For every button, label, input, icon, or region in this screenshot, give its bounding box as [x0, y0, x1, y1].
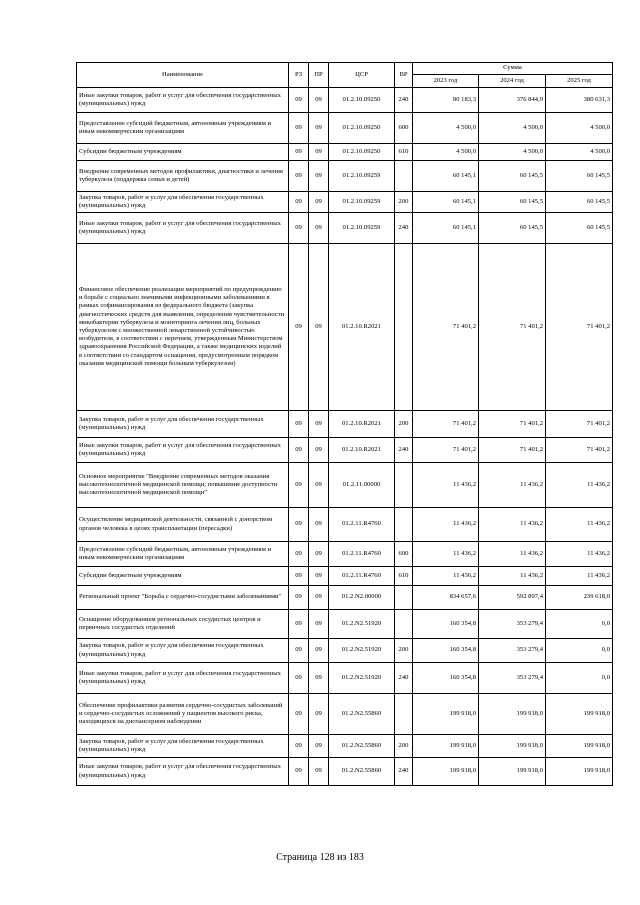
- row-pr: 09: [309, 411, 329, 438]
- page-number: Страница 128 из 183: [276, 852, 364, 863]
- row-name: Основное мероприятие "Внедрение современных методов оказания высокотехнологичной медицинской помощи; повышение доступности высокотехнологичной медицинской помощи": [77, 463, 289, 508]
- row-csr: 01.2.10.09250: [329, 88, 395, 113]
- row-amount-2025: 11 436,2: [546, 508, 613, 542]
- row-csr: 01.2.11.R4760: [329, 567, 395, 586]
- table-row: [77, 663, 613, 694]
- row-rz: 09: [289, 735, 309, 758]
- row-rz: 09: [289, 161, 309, 192]
- row-vr: 610: [395, 144, 413, 161]
- row-amount-2024: 353 279,4: [479, 610, 546, 639]
- row-amount-2025: 0,0: [546, 610, 613, 639]
- row-rz: 09: [289, 88, 309, 113]
- row-rz: 09: [289, 567, 309, 586]
- header-pr: ПР: [309, 63, 329, 88]
- row-csr: 01.2.N2.51920: [329, 639, 395, 663]
- row-amount-2025: 71 401,2: [546, 244, 613, 411]
- row-rz: 09: [289, 542, 309, 567]
- row-amount-2025: 60 145,5: [546, 192, 613, 213]
- row-vr: 600: [395, 113, 413, 144]
- row-csr: 01.2.10.R2021: [329, 438, 395, 463]
- row-rz: 09: [289, 663, 309, 694]
- row-csr: 01.2.N2.55860: [329, 694, 395, 735]
- row-amount-2023: 11 436,2: [413, 508, 479, 542]
- row-name: Закупка товаров, работ и услуг для обеспечения государственных (муниципальных) нужд: [77, 192, 289, 213]
- row-pr: 09: [309, 161, 329, 192]
- row-pr: 09: [309, 144, 329, 161]
- row-pr: 09: [309, 244, 329, 411]
- row-pr: 09: [309, 542, 329, 567]
- row-amount-2024: 353 279,4: [479, 663, 546, 694]
- row-amount-2023: 60 145,1: [413, 213, 479, 244]
- row-csr: 01.2.10.R2021: [329, 244, 395, 411]
- row-name: Предоставление субсидий бюджетным, автономным учреждениям и иным некоммерческим организациям: [77, 113, 289, 144]
- row-vr: 610: [395, 567, 413, 586]
- row-csr: 01.2.N2.51920: [329, 663, 395, 694]
- row-amount-2024: 199 918,0: [479, 735, 546, 758]
- row-name: Субсидии бюджетным учреждениям: [77, 567, 289, 586]
- row-amount-2025: 11 436,2: [546, 542, 613, 567]
- row-amount-2025: 60 145,5: [546, 161, 613, 192]
- header-year-2025: 2025 год: [546, 75, 613, 88]
- budget-table: [76, 62, 613, 786]
- row-amount-2023: 199 918,0: [413, 735, 479, 758]
- row-rz: 09: [289, 213, 309, 244]
- header-rz: РЗ: [289, 63, 309, 88]
- table-row: [77, 113, 613, 144]
- row-csr: 01.2.11.R4760: [329, 542, 395, 567]
- row-csr: 01.2.N2.00000: [329, 586, 395, 610]
- row-amount-2024: 71 401,2: [479, 438, 546, 463]
- row-csr: 01.2.11.00000: [329, 463, 395, 508]
- row-vr: [395, 463, 413, 508]
- row-amount-2024: 199 918,0: [479, 758, 546, 786]
- row-csr: 01.2.11.R4760: [329, 508, 395, 542]
- row-vr: [395, 244, 413, 411]
- row-vr: 200: [395, 192, 413, 213]
- row-name: Закупка товаров, работ и услуг для обеспечения государственных (муниципальных) нужд: [77, 639, 289, 663]
- row-amount-2023: 60 145,1: [413, 161, 479, 192]
- row-name: Оснащение оборудованием региональных сосудистых центров и первичных сосудистых отделений: [77, 610, 289, 639]
- row-amount-2024: 4 500,0: [479, 144, 546, 161]
- row-amount-2023: 11 436,2: [413, 567, 479, 586]
- row-vr: 240: [395, 213, 413, 244]
- table-row: [77, 88, 613, 113]
- table-row: [77, 735, 613, 758]
- row-rz: 09: [289, 144, 309, 161]
- row-pr: 09: [309, 610, 329, 639]
- row-name: Иные закупки товаров, работ и услуг для обеспечения государственных (муниципальных) нужд: [77, 213, 289, 244]
- row-amount-2025: 380 631,3: [546, 88, 613, 113]
- row-pr: 09: [309, 88, 329, 113]
- table-row: [77, 586, 613, 610]
- row-amount-2025: 71 401,2: [546, 411, 613, 438]
- row-vr: 200: [395, 639, 413, 663]
- row-vr: [395, 586, 413, 610]
- row-amount-2025: 4 500,0: [546, 113, 613, 144]
- table-row: [77, 192, 613, 213]
- row-amount-2025: 60 145,5: [546, 213, 613, 244]
- row-amount-2023: 4 500,0: [413, 144, 479, 161]
- row-amount-2025: 199 918,0: [546, 694, 613, 735]
- row-amount-2025: 239 618,0: [546, 586, 613, 610]
- row-amount-2023: 160 354,8: [413, 610, 479, 639]
- row-csr: 01.2.N2.55860: [329, 735, 395, 758]
- row-csr: 01.2.10.09250: [329, 113, 395, 144]
- row-amount-2024: 4 500,0: [479, 113, 546, 144]
- row-vr: 600: [395, 542, 413, 567]
- row-name: Иные закупки товаров, работ и услуг для обеспечения государственных (муниципальных) нужд: [77, 438, 289, 463]
- row-amount-2023: 834 657,6: [413, 586, 479, 610]
- row-name: Региональный проект "Борьба с сердечно-сосудистыми заболеваниями": [77, 586, 289, 610]
- row-rz: 09: [289, 438, 309, 463]
- row-amount-2024: 11 436,2: [479, 567, 546, 586]
- row-amount-2023: 11 436,2: [413, 542, 479, 567]
- row-name: Закупка товаров, работ и услуг для обеспечения государственных (муниципальных) нужд: [77, 411, 289, 438]
- row-pr: 09: [309, 663, 329, 694]
- row-name: Осуществление медицинской деятельности, связанной с донорством органов человека в целях трансплантации (пересадки): [77, 508, 289, 542]
- table-row: [77, 438, 613, 463]
- row-amount-2024: 353 279,4: [479, 639, 546, 663]
- row-rz: 09: [289, 463, 309, 508]
- row-amount-2024: 60 145,5: [479, 192, 546, 213]
- row-csr: 01.2.10.R2021: [329, 411, 395, 438]
- row-rz: 09: [289, 508, 309, 542]
- row-amount-2025: 199 918,0: [546, 735, 613, 758]
- row-vr: [395, 694, 413, 735]
- row-amount-2023: 199 918,0: [413, 694, 479, 735]
- row-pr: 09: [309, 463, 329, 508]
- row-rz: 09: [289, 113, 309, 144]
- row-amount-2024: 60 145,5: [479, 161, 546, 192]
- row-amount-2024: 11 436,2: [479, 463, 546, 508]
- table-row: [77, 694, 613, 735]
- row-amount-2023: 80 183,3: [413, 88, 479, 113]
- header-csr: ЦСР: [329, 63, 395, 88]
- row-pr: 09: [309, 113, 329, 144]
- table-row: [77, 244, 613, 411]
- row-csr: 01.2.10.09259: [329, 213, 395, 244]
- row-rz: 09: [289, 610, 309, 639]
- table-row: [77, 610, 613, 639]
- row-pr: 09: [309, 438, 329, 463]
- row-name: Внедрение современных методов профилактики, диагностики и лечения туберкулеза (поддержка семьи и детей): [77, 161, 289, 192]
- row-amount-2023: 160 354,8: [413, 639, 479, 663]
- table-row: [77, 567, 613, 586]
- row-amount-2023: 71 401,2: [413, 411, 479, 438]
- row-amount-2024: 11 436,2: [479, 542, 546, 567]
- row-amount-2025: 0,0: [546, 663, 613, 694]
- row-vr: [395, 508, 413, 542]
- row-vr: [395, 161, 413, 192]
- row-pr: 09: [309, 508, 329, 542]
- row-rz: 09: [289, 639, 309, 663]
- row-pr: 09: [309, 639, 329, 663]
- table-row: [77, 213, 613, 244]
- row-csr: 01.2.N2.55860: [329, 758, 395, 786]
- row-csr: 01.2.10.09250: [329, 144, 395, 161]
- header-name: Наименование: [77, 63, 289, 88]
- row-amount-2023: 4 500,0: [413, 113, 479, 144]
- row-name: Финансовое обеспечение реализации мероприятий по предупреждению и борьбе с социально значимыми инфекционными заболеваниями в рамках софинансирования из федерального бюджета (закупка диагностических средств для выявления, определения чувствительности микобактерии туберкулеза и мониторинга лечения лиц, больных туберкулезом с множественной лекарственной устойчивостью возбудителя, в соответствии с перечнем, утвержденным Министерством здравоохранения Российской Федерации, а также медицинских изделий в соответствии со стандартом оснащения, предусмотренным порядком оказания медицинской помощи больным туберкулезом): [77, 244, 289, 411]
- row-vr: 240: [395, 758, 413, 786]
- row-amount-2025: 11 436,2: [546, 463, 613, 508]
- row-csr: 01.2.N2.51920: [329, 610, 395, 639]
- row-name: Субсидии бюджетным учреждениям: [77, 144, 289, 161]
- row-pr: 09: [309, 694, 329, 735]
- header-sum: Сумма: [413, 63, 613, 75]
- row-amount-2025: 4 500,0: [546, 144, 613, 161]
- table-row: [77, 161, 613, 192]
- row-amount-2025: 11 436,2: [546, 567, 613, 586]
- row-amount-2023: 71 401,2: [413, 438, 479, 463]
- row-vr: 240: [395, 438, 413, 463]
- table-row: [77, 144, 613, 161]
- table-row: [77, 411, 613, 438]
- header-year-2023: 2023 год: [413, 75, 479, 88]
- row-vr: 200: [395, 735, 413, 758]
- row-csr: 01.2.10.09259: [329, 161, 395, 192]
- row-rz: 09: [289, 694, 309, 735]
- row-amount-2024: 11 436,2: [479, 508, 546, 542]
- row-amount-2023: 199 918,0: [413, 758, 479, 786]
- row-vr: 240: [395, 663, 413, 694]
- row-amount-2024: 592 897,4: [479, 586, 546, 610]
- row-pr: 09: [309, 735, 329, 758]
- table-row: [77, 758, 613, 786]
- row-pr: 09: [309, 567, 329, 586]
- header-year-2024: 2024 год: [479, 75, 546, 88]
- row-name: Иные закупки товаров, работ и услуг для обеспечения государственных (муниципальных) нужд: [77, 758, 289, 786]
- row-amount-2024: 199 918,0: [479, 694, 546, 735]
- table-row: [77, 508, 613, 542]
- header-vr: ВР: [395, 63, 413, 88]
- row-amount-2025: 199 918,0: [546, 758, 613, 786]
- row-vr: 240: [395, 88, 413, 113]
- row-csr: 01.2.10.09259: [329, 192, 395, 213]
- row-name: Предоставление субсидий бюджетным, автономным учреждениям и иным некоммерческим организациям: [77, 542, 289, 567]
- row-rz: 09: [289, 586, 309, 610]
- row-name: Иные закупки товаров, работ и услуг для обеспечения государственных (муниципальных) нужд: [77, 663, 289, 694]
- row-pr: 09: [309, 213, 329, 244]
- row-amount-2023: 71 401,2: [413, 244, 479, 411]
- row-name: Иные закупки товаров, работ и услуг для обеспечения государственных (муниципальных) нужд: [77, 88, 289, 113]
- row-rz: 09: [289, 411, 309, 438]
- row-pr: 09: [309, 586, 329, 610]
- table-row: [77, 542, 613, 567]
- row-amount-2025: 71 401,2: [546, 438, 613, 463]
- row-amount-2023: 11 436,2: [413, 463, 479, 508]
- row-vr: 200: [395, 411, 413, 438]
- row-amount-2025: 0,0: [546, 639, 613, 663]
- row-amount-2023: 60 145,1: [413, 192, 479, 213]
- row-vr: [395, 610, 413, 639]
- row-rz: 09: [289, 192, 309, 213]
- row-pr: 09: [309, 192, 329, 213]
- row-amount-2024: 71 401,2: [479, 411, 546, 438]
- row-amount-2023: 160 354,8: [413, 663, 479, 694]
- table-row: [77, 639, 613, 663]
- row-name: Закупка товаров, работ и услуг для обеспечения государственных (муниципальных) нужд: [77, 735, 289, 758]
- row-amount-2024: 60 145,5: [479, 213, 546, 244]
- row-rz: 09: [289, 758, 309, 786]
- row-amount-2024: 71 401,2: [479, 244, 546, 411]
- row-pr: 09: [309, 758, 329, 786]
- row-name: Обеспечение профилактики развития сердечно-сосудистых заболеваний и сердечно-сосудистых осложнений у пациентов высокого риска, находящихся на диспансерном наблюдении: [77, 694, 289, 735]
- table-body: [77, 88, 613, 786]
- row-amount-2024: 376 844,9: [479, 88, 546, 113]
- table-row: [77, 463, 613, 508]
- row-rz: 09: [289, 244, 309, 411]
